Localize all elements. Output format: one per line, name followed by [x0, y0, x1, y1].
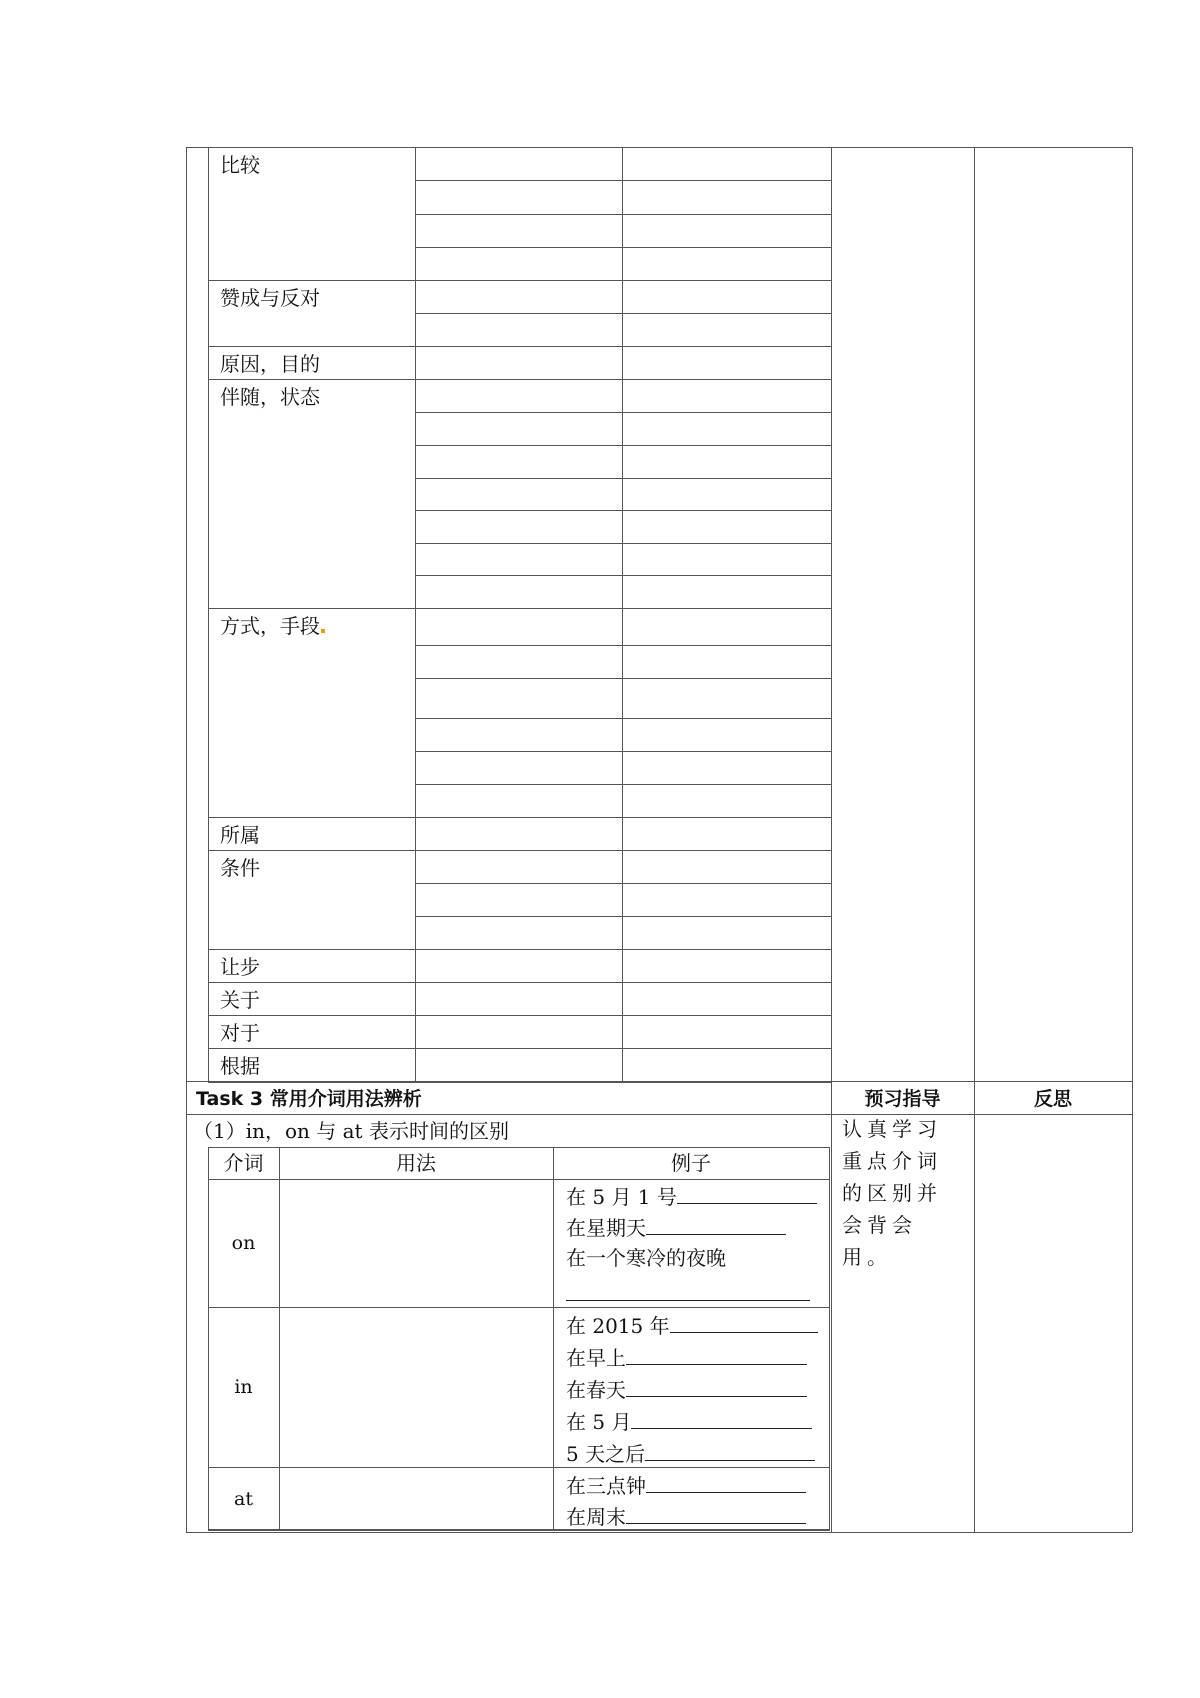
answer-blank: [677, 1183, 817, 1204]
guide-text: 认真学习重点介词的区别并会背会用。: [842, 1117, 942, 1269]
cat-divider: [208, 817, 831, 818]
category-label-concession: 让步: [220, 955, 260, 979]
cat-table-col1: [415, 147, 416, 1081]
entry-row-line: [415, 445, 831, 446]
prep-table-top: [208, 1147, 830, 1148]
cat-divider: [208, 379, 831, 380]
example-line: [566, 1376, 807, 1402]
cat-divider: [208, 608, 831, 609]
entry-row-line: [415, 575, 831, 576]
entry-row-line: [415, 543, 831, 544]
cat-divider: [208, 1015, 831, 1016]
entry-row-line: [415, 180, 831, 181]
category-label-condition: 条件: [220, 856, 260, 880]
prep-table-col1: [279, 1147, 280, 1530]
example-text: 在 5 月: [566, 1410, 632, 1434]
prep-in: in: [234, 1376, 253, 1398]
cat-divider: [208, 1048, 831, 1049]
cat-table-left: [208, 147, 209, 1081]
guide-column-border: [831, 147, 832, 1532]
example-line: [566, 1344, 807, 1370]
example-text: 在一个寒冷的夜晚: [566, 1246, 726, 1270]
entry-row-line: [415, 916, 831, 917]
cat-divider: [208, 982, 831, 983]
outer-left-border: [186, 147, 187, 1532]
example-text: 在三点钟: [566, 1474, 646, 1498]
example-text: 在周末: [566, 1505, 626, 1529]
header-examples: 例子: [671, 1151, 711, 1175]
answer-blank: [626, 1344, 807, 1365]
entry-row-line: [415, 645, 831, 646]
example-text: 在早上: [566, 1346, 626, 1370]
entry-row-line: [415, 478, 831, 479]
answer-blank: [646, 1472, 806, 1493]
category-label-reason-purpose: 原因，目的: [220, 352, 320, 376]
category-label-about: 关于: [220, 988, 260, 1012]
example-line: [566, 1408, 812, 1434]
outer-bottom-border: [186, 1532, 1132, 1533]
prep-table-bottom: [208, 1529, 830, 1531]
example-text: 5 天之后: [566, 1442, 646, 1466]
reflect-column-border: [974, 147, 975, 1532]
category-label-accompany-state: 伴随，状态: [220, 385, 320, 409]
category-label-belonging: 所属: [220, 823, 260, 847]
category-label-regarding: 对于: [220, 1021, 260, 1045]
entry-row-line: [415, 883, 831, 884]
category-label-according: 根据: [220, 1054, 260, 1078]
entry-row-line: [415, 313, 831, 314]
category-label-text: 方式，手段: [220, 614, 320, 638]
cat-table-col2: [622, 147, 623, 1081]
example-line: [566, 1246, 726, 1270]
entry-row-line: [415, 247, 831, 248]
answer-blank: [670, 1312, 818, 1333]
prep-on: on: [231, 1232, 256, 1254]
example-text: 在 2015 年: [566, 1314, 670, 1338]
prep-row-divider: [208, 1307, 830, 1308]
prep-table-header-bottom: [208, 1179, 830, 1180]
example-line: [566, 1214, 786, 1240]
example-text: 在 5 月 1 号: [566, 1185, 677, 1209]
entry-row-line: [415, 214, 831, 215]
prep-table-col2: [553, 1147, 554, 1530]
section-title: （1）in，on 与 at 表示时间的区别: [193, 1119, 509, 1143]
cat-divider: [208, 280, 831, 281]
example-line: [566, 1440, 815, 1466]
outer-right-border: [1132, 147, 1133, 1532]
example-text: 在春天: [566, 1378, 626, 1402]
cat-divider: [208, 850, 831, 851]
header-usage: 用法: [396, 1151, 436, 1175]
task3-title: Task 3 常用介词用法辨析: [196, 1088, 422, 1110]
entry-row-line: [415, 718, 831, 719]
example-line: [566, 1503, 806, 1529]
answer-blank: [645, 1440, 815, 1461]
entry-row-line: [415, 678, 831, 679]
example-line: [566, 1472, 806, 1498]
prep-table-right: [829, 1147, 830, 1530]
entry-row-line: [415, 784, 831, 785]
edit-marker-icon: [321, 629, 325, 633]
answer-blank: [631, 1408, 812, 1429]
answer-blank: [646, 1214, 786, 1235]
header-preposition: 介词: [223, 1151, 264, 1175]
example-line: [566, 1312, 818, 1338]
prep-at: at: [234, 1488, 253, 1510]
prep-table-left: [208, 1147, 209, 1530]
category-label-compare: 比较: [220, 153, 260, 177]
cat-divider: [208, 949, 831, 950]
task3-header-top: [186, 1081, 1132, 1082]
answer-blank: [626, 1376, 807, 1397]
example-text: 在星期天: [566, 1216, 646, 1240]
entry-row-line: [415, 412, 831, 413]
entry-row-line: [415, 510, 831, 511]
prep-row-divider: [208, 1467, 830, 1468]
answer-blank: [566, 1300, 810, 1301]
answer-blank: [626, 1503, 806, 1524]
guide-header: 预习指导: [864, 1088, 941, 1110]
cat-divider: [208, 346, 831, 347]
category-label-for-against: 赞成与反对: [220, 286, 320, 310]
example-line: [566, 1183, 817, 1209]
task3-header-bottom: [186, 1114, 1132, 1115]
entry-row-line: [415, 751, 831, 752]
category-label-manner-means: [220, 615, 325, 637]
reflect-header: 反思: [1033, 1088, 1072, 1110]
